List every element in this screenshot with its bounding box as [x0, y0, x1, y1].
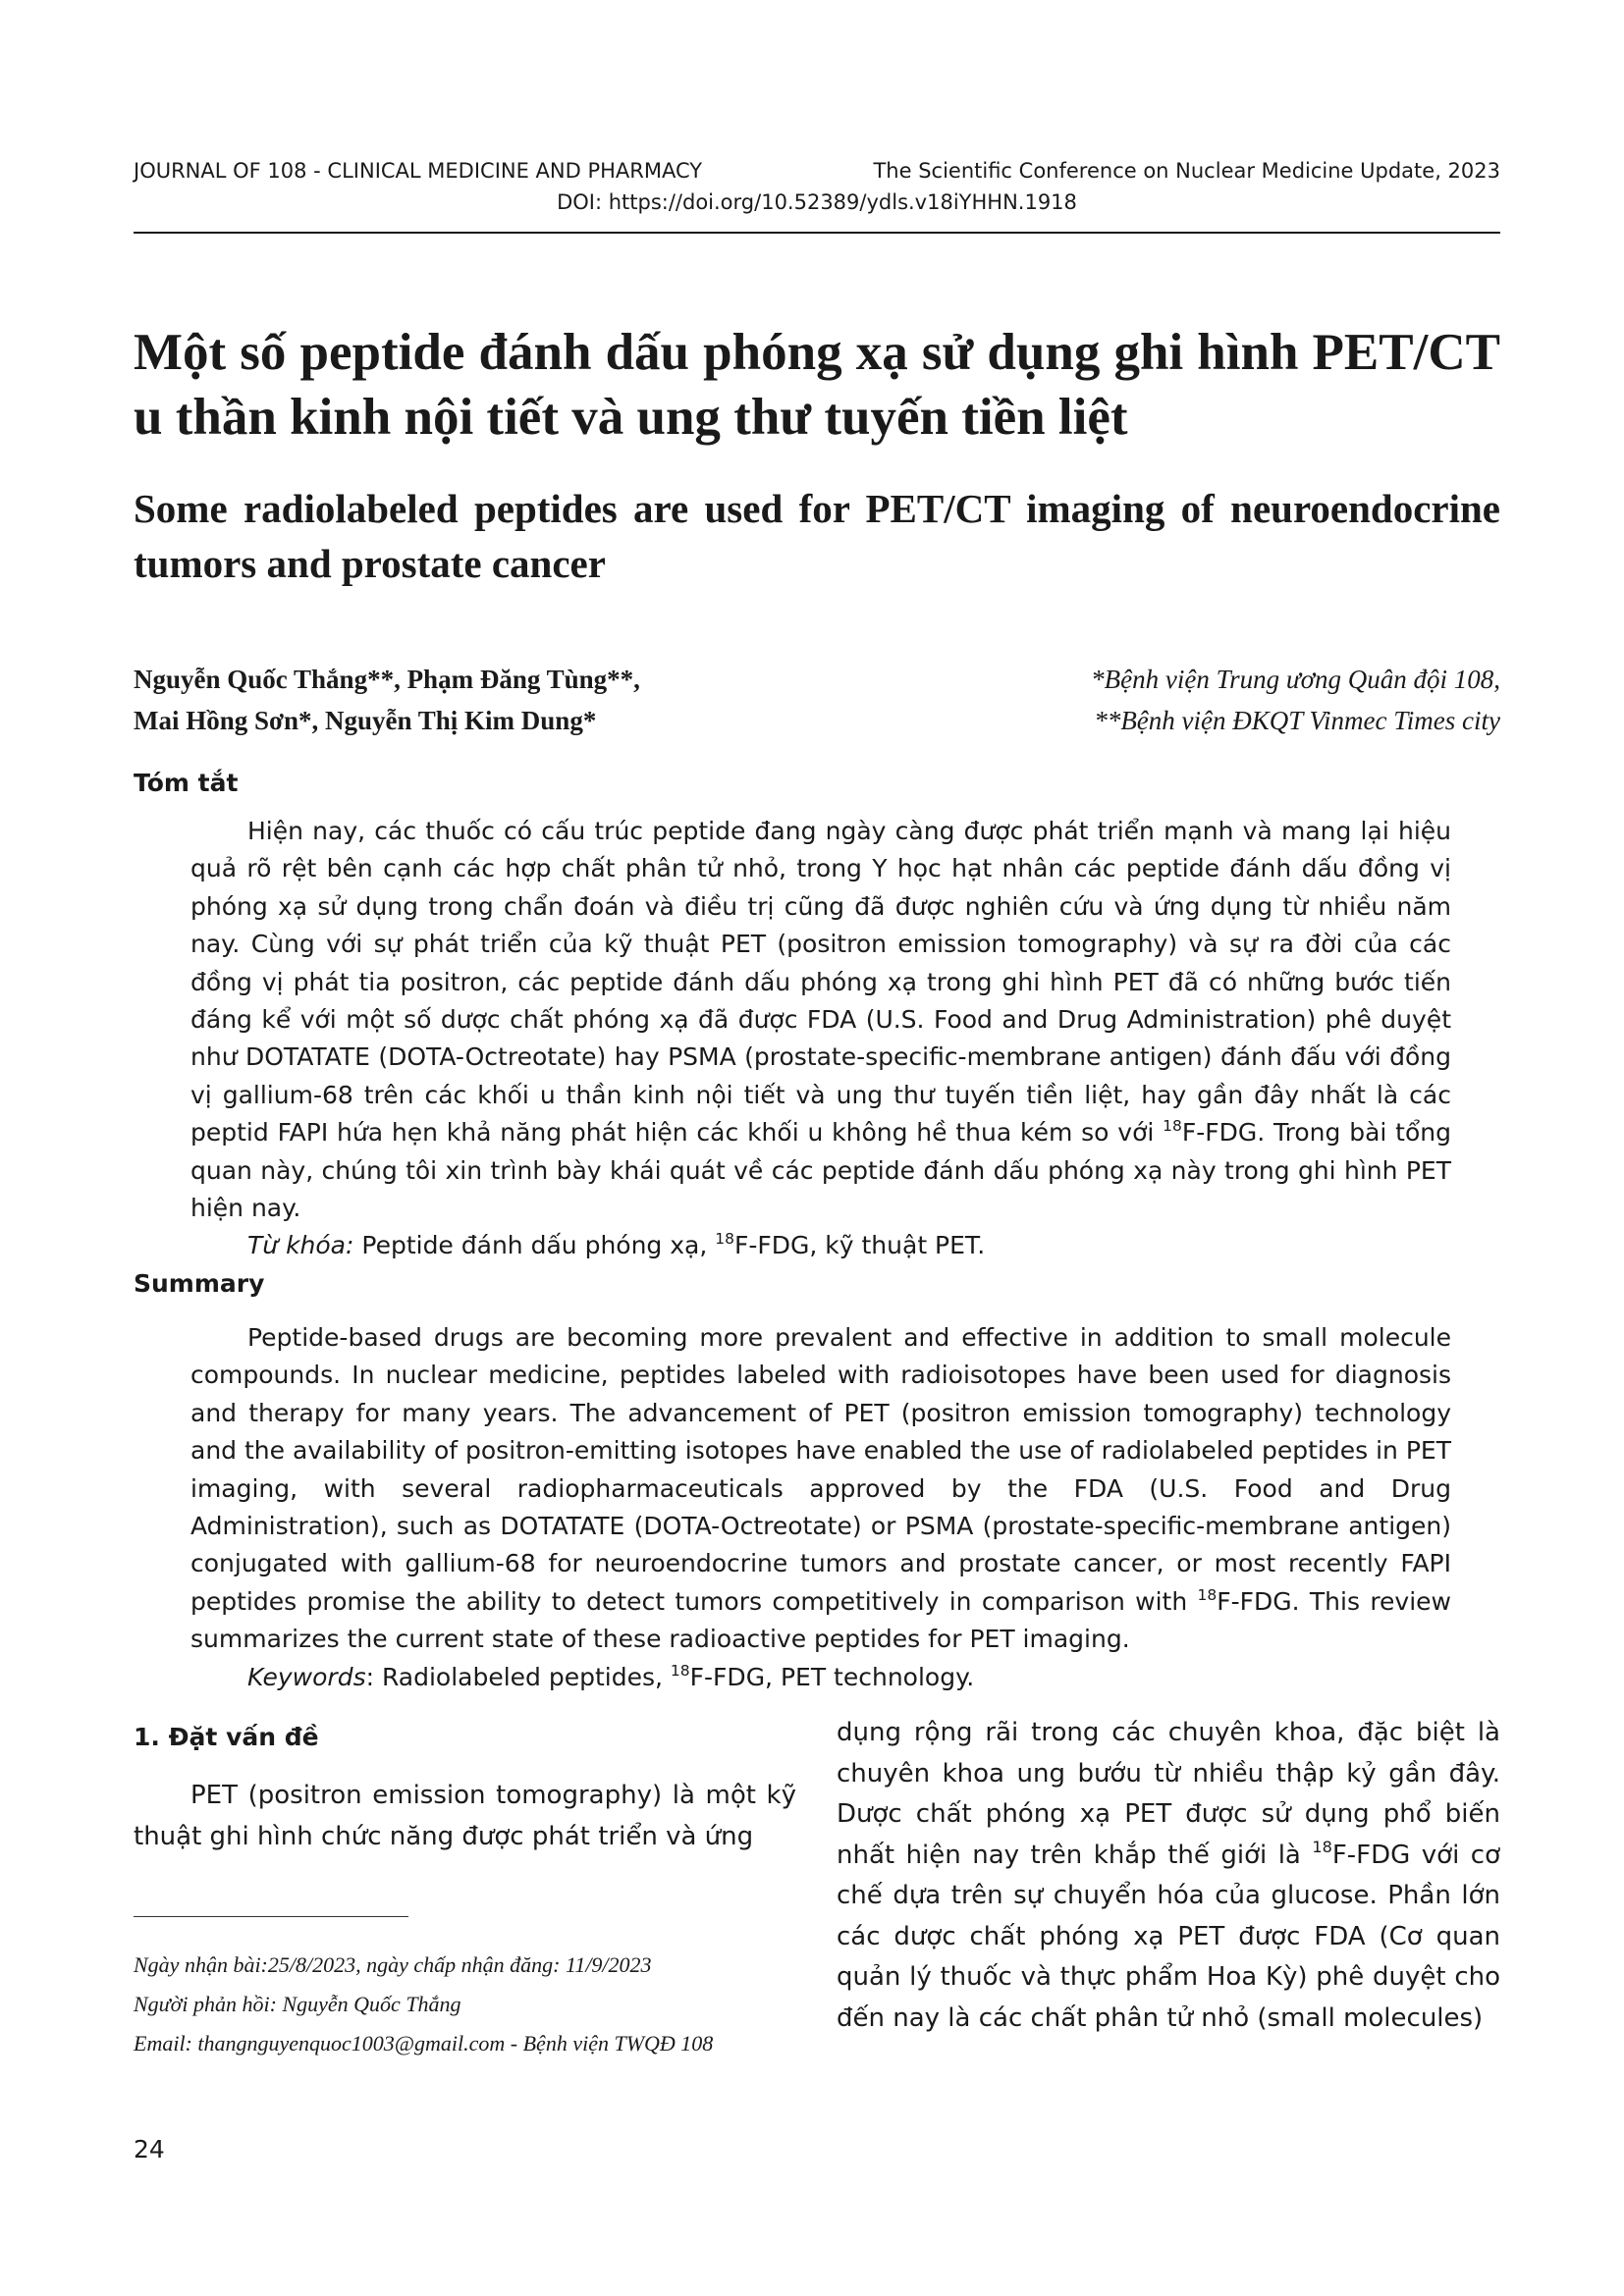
header-rule [134, 232, 1500, 234]
keywords-vi: Từ khóa: Peptide đánh dấu phóng xạ, $^{18}$F-FDG, kỹ thuật PET. [247, 1230, 986, 1260]
footnote-reviewer: Người phản hồi: Nguyễn Quốc Thắng [134, 1992, 461, 2016]
body-column-right [837, 1713, 1500, 2039]
abstract-en [190, 1319, 1451, 1696]
title-vietnamese: Một số peptide đánh dấu phóng xạ sử dụng ghi hình PET/CT u thần kinh nội tiết và ung thư tuyến tiền liệt [134, 324, 1500, 446]
abstract-vi-body: Hiện nay, các thuốc có cấu trúc peptide đang ngày càng được phát triển mạnh và mang lại hiệu quả rõ rệt bên cạnh các hợp chất phân tử nhỏ, trong Y học hạt nhân các peptide đánh dấu đồng vị phóng xạ sử dụng trong chẩn đoán và điều trị cũng đã được nghiên cứu và ứng dụng từ nhiều năm nay. Cùng với sự phát triển của kỹ thuật PET (positron emission tomography) và sự ra đời của các đồng vị phát tia positron, các peptide đánh dấu phóng xạ trong ghi hình PET đã có những bước tiến đáng kể với một số dược chất phóng xạ đã được FDA (U.S. Food and Drug Administration) phê duyệt như DOTATATE (DOTA-Octreotate) hay PSMA (prostate-specific-membrane antigen) đánh đấu với đồng vị gallium-68 trên các khối u thần kinh nội tiết và ung thư tuyến tiền liệt, hay gần đây nhất là các peptid FAPI hứa hẹn khả năng phát hiện các khối u không hề thua kém so với $^{18}$F-FDG. Trong bài tổng quan này, chúng tôi xin trình bày khái quát về các peptide đánh dấu phóng xạ này trong ghi hình PET hiện nay. [190, 817, 1451, 1223]
journal-name: JOURNAL OF 108 - CLINICAL MEDICINE AND PHARMACY [134, 159, 703, 183]
footnote-received: Ngày nhận bài:25/8/2023, ngày chấp nhận đăng: 11/9/2023 [134, 1952, 652, 1977]
affiliation-line: *Bệnh viện Trung ương Quân đội 108, [1091, 665, 1500, 694]
affiliations [1091, 659, 1500, 741]
title-english: Some radiolabeled peptides are used for PET/CT imaging of neuroendocrine tumors and prostate cancer [134, 486, 1500, 586]
section-heading-introduction: 1. Đặt vấn đề [134, 1723, 319, 1751]
doi-link[interactable]: DOI: https://doi.org/10.52389/ydls.v18iYHHN.1918 [557, 190, 1077, 214]
author-line: Mai Hồng Sơn*, Nguyễn Thị Kim Dung* [134, 706, 597, 735]
footnotes [134, 1946, 811, 2063]
conference-name: The Scientific Conference on Nuclear Medicine Update, 2023 [873, 159, 1500, 183]
page-number: 24 [134, 2135, 165, 2163]
body-column-left [134, 1775, 796, 1857]
intro-paragraph: PET (positron emission tomography) là một kỹ thuật ghi hình chức năng được phát triển và ứng [134, 1781, 796, 1851]
abstract-vi [190, 813, 1451, 1265]
affiliation-line: **Bệnh viện ĐKQT Vinmec Times city [1094, 706, 1500, 735]
abstract-en-body: Peptide-based drugs are becoming more prevalent and effective in addition to small molecule compounds. In nuclear medicine, peptides labeled with radioisotopes have been used for diagnosis and therapy for many years. The advancement of PET (positron emission tomography) technology and the availability of positron-emitting isotopes have enabled the use of radiolabeled peptides in PET imaging, with several radiopharmaceuticals approved by the FDA (U.S. Food and Drug Administration), such as DOTATATE (DOTA-Octreotate) or PSMA (prostate-specific-membrane antigen) conjugated with gallium-68 for neuroendocrine tumors and prostate cancer, or most recently FAPI peptides promise the ability to detect tumors competitively in comparison with $^{18}$F-FDG. This review summarizes the current state of these radioactive peptides for PET imaging. [190, 1323, 1451, 1654]
abstract-vi-heading: Tóm tắt [134, 769, 239, 797]
footnote-email[interactable]: Email: thangnguyenquoc1003@gmail.com - Bệnh viện TWQĐ 108 [134, 2031, 714, 2056]
author-line: Nguyễn Quốc Thắng**, Phạm Đăng Tùng**, [134, 665, 640, 694]
keywords-en: Keywords: Radiolabeled peptides, $^{18}$F-FDG, PET technology. [247, 1661, 975, 1691]
author-names [134, 659, 640, 741]
footnote-rule [134, 1916, 408, 1917]
running-header [134, 155, 1500, 218]
abstract-en-heading: Summary [134, 1269, 265, 1298]
intro-paragraph-continued: dụng rộng rãi trong các chuyên khoa, đặc biệt là chuyên khoa ung bướu từ nhiều thập kỷ gần đây. Dược chất phóng xạ PET được sử dụng phổ biến nhất hiện nay trên khắp thế giới là $^{18}$F-FDG với cơ chế dựa trên sự chuyển hóa của glucose. Phần lớn các dược chất phóng xạ PET được FDA (Cơ quan quản lý thuốc và thực phẩm Hoa Kỳ) phê duyệt cho đến nay là các chất phân tử nhỏ (small molecules) [837, 1718, 1500, 2033]
